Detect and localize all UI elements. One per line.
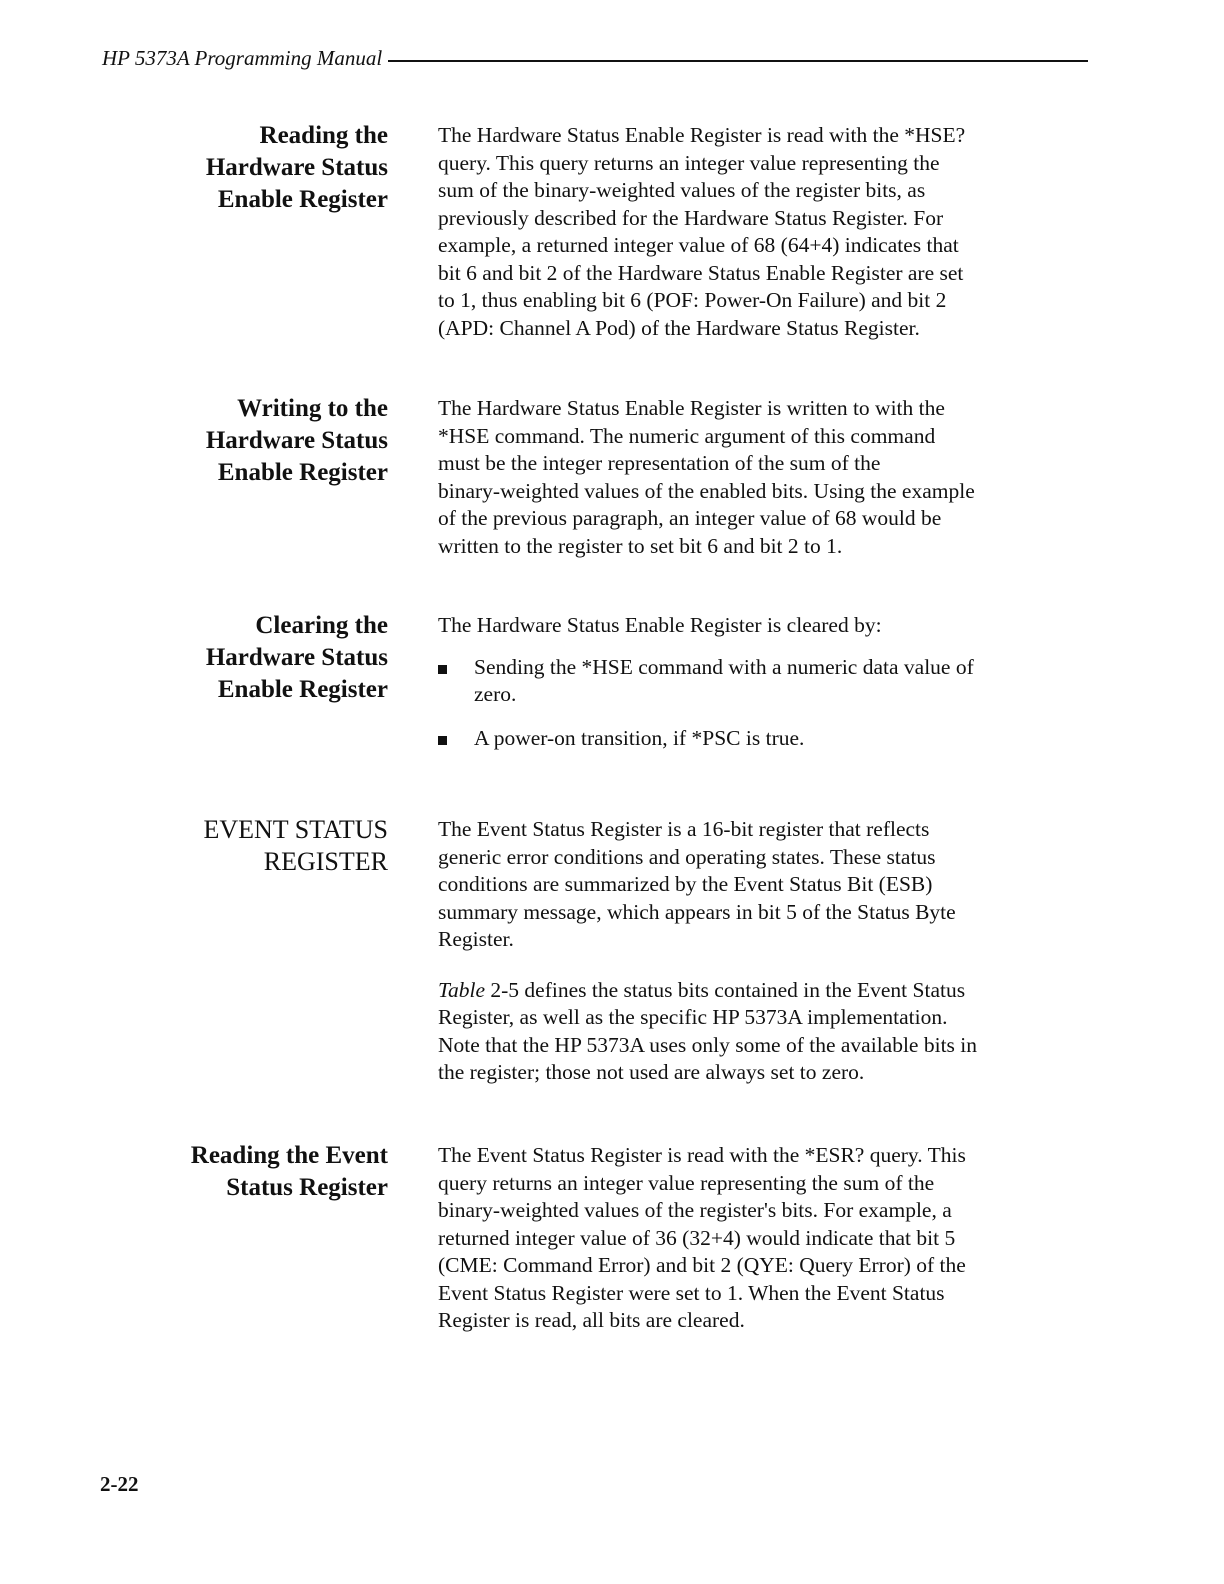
text-line: to 1, thus enabling bit 6 (POF: Power-On Failure) and bit 2 <box>438 288 947 312</box>
section-heading <box>206 393 388 489</box>
page-number: 2-22 <box>100 1472 139 1496</box>
text-line: Enable Register <box>217 459 388 486</box>
table-link[interactable]: Table <box>438 977 485 1002</box>
text-line: EVENT STATUS <box>203 815 388 844</box>
paragraph <box>438 612 974 640</box>
paragraph <box>438 122 965 342</box>
bullet-item <box>438 725 974 753</box>
text-line: *HSE command. The numeric argument of this command <box>438 423 936 448</box>
text-line: the register; those not used are always set to zero. <box>438 1060 865 1084</box>
section-body <box>438 1142 966 1358</box>
text-line: The Hardware Status Enable Register is read with the *HSE? <box>438 123 966 147</box>
text-line: query. This query returns an integer value representing the <box>438 150 940 175</box>
paragraph <box>438 395 975 560</box>
text-line: written to the register to set bit 6 and bit 2 to 1. <box>438 533 843 558</box>
bullet-square-icon <box>438 736 447 745</box>
text-line: Writing to the <box>237 395 388 422</box>
text-line: generic error conditions and operating states. These status <box>438 844 936 869</box>
text-line: Enable Register <box>217 676 388 703</box>
text-line: A power-on transition, if *PSC is true. <box>474 725 805 750</box>
text-line: Hardware Status <box>205 644 388 671</box>
text-line: example, a returned integer value of 68 (64+4) indicates that <box>438 233 959 257</box>
text-line: Hardware Status <box>205 154 388 181</box>
text-line: (APD: Channel A Pod) of the Hardware Status Register. <box>438 315 920 340</box>
text-line: previously described for the Hardware Status Register. For <box>438 205 944 230</box>
section-heading <box>191 1140 388 1204</box>
section-heading <box>206 610 388 706</box>
text-line: zero. <box>474 682 517 706</box>
text-line: returned integer value of 36 (32+4) would indicate that bit 5 <box>438 1225 956 1250</box>
text-line: 2-5 defines the status bits contained in the Event Status <box>485 977 966 1002</box>
section-body <box>438 395 975 583</box>
text-line: binary-weighted values of the register's bits. For example, a <box>438 1198 952 1222</box>
text-line: Enable Register <box>217 186 388 213</box>
text-line: (CME: Command Error) and bit 2 (QYE: Query Error) of the <box>438 1253 966 1277</box>
section-body <box>438 122 965 365</box>
text-line: Register, as well as the specific HP 5373A implementation. <box>438 1005 948 1029</box>
text-line: Status Register <box>226 1174 388 1201</box>
running-header <box>102 46 1088 71</box>
text-line: of the previous paragraph, an integer value of 68 would be <box>438 506 942 530</box>
text-line: The Event Status Register is a 16-bit register that reflects <box>438 817 930 841</box>
text-line: Hardware Status <box>205 427 388 454</box>
text-line: conditions are summarized by the Event Status Bit (ESB) <box>438 872 933 896</box>
paragraph <box>438 816 977 954</box>
text-line: Event Status Register were set to 1. When the Event Status <box>438 1280 945 1305</box>
text-line: bit 6 and bit 2 of the Hardware Status Enable Register are set <box>438 260 964 285</box>
header-rule <box>388 60 1088 62</box>
text-line: must be the integer representation of the sum of the <box>438 451 881 475</box>
text-line: The Event Status Register is read with the *ESR? query. This <box>438 1143 966 1167</box>
paragraph <box>438 1142 966 1335</box>
bullet-item <box>438 654 974 709</box>
section-body <box>438 612 974 752</box>
text-line: summary message, which appears in bit 5 of the Status Byte <box>438 899 956 924</box>
text-line: Clearing the <box>255 612 388 639</box>
text-line: sum of the binary-weighted values of the register bits, as <box>438 178 926 202</box>
text-line: Reading the <box>259 122 388 149</box>
text-line: query returns an integer value representing the sum of the <box>438 1170 935 1195</box>
text-line: Register. <box>438 927 514 951</box>
section-body <box>438 816 977 1110</box>
text-line: The Hardware Status Enable Register is written to with the <box>438 396 945 420</box>
text-line: Note that the HP 5373A uses only some of the available bits in <box>438 1032 978 1057</box>
text-line: The Hardware Status Enable Register is cleared by: <box>438 613 882 637</box>
section-heading <box>203 814 388 878</box>
text-line: Sending the *HSE command with a numeric data value of <box>474 654 974 679</box>
text-line: Reading the Event <box>190 1142 388 1169</box>
manual-title: HP 5373A Programming Manual <box>102 46 383 70</box>
text-line: REGISTER <box>263 847 388 876</box>
table-reference-paragraph <box>438 977 977 1087</box>
section-heading <box>206 120 388 216</box>
bullet-square-icon <box>438 665 447 674</box>
text-line: Register is read, all bits are cleared. <box>438 1308 745 1332</box>
text-line: binary-weighted values of the enabled bits. Using the example <box>438 478 975 503</box>
